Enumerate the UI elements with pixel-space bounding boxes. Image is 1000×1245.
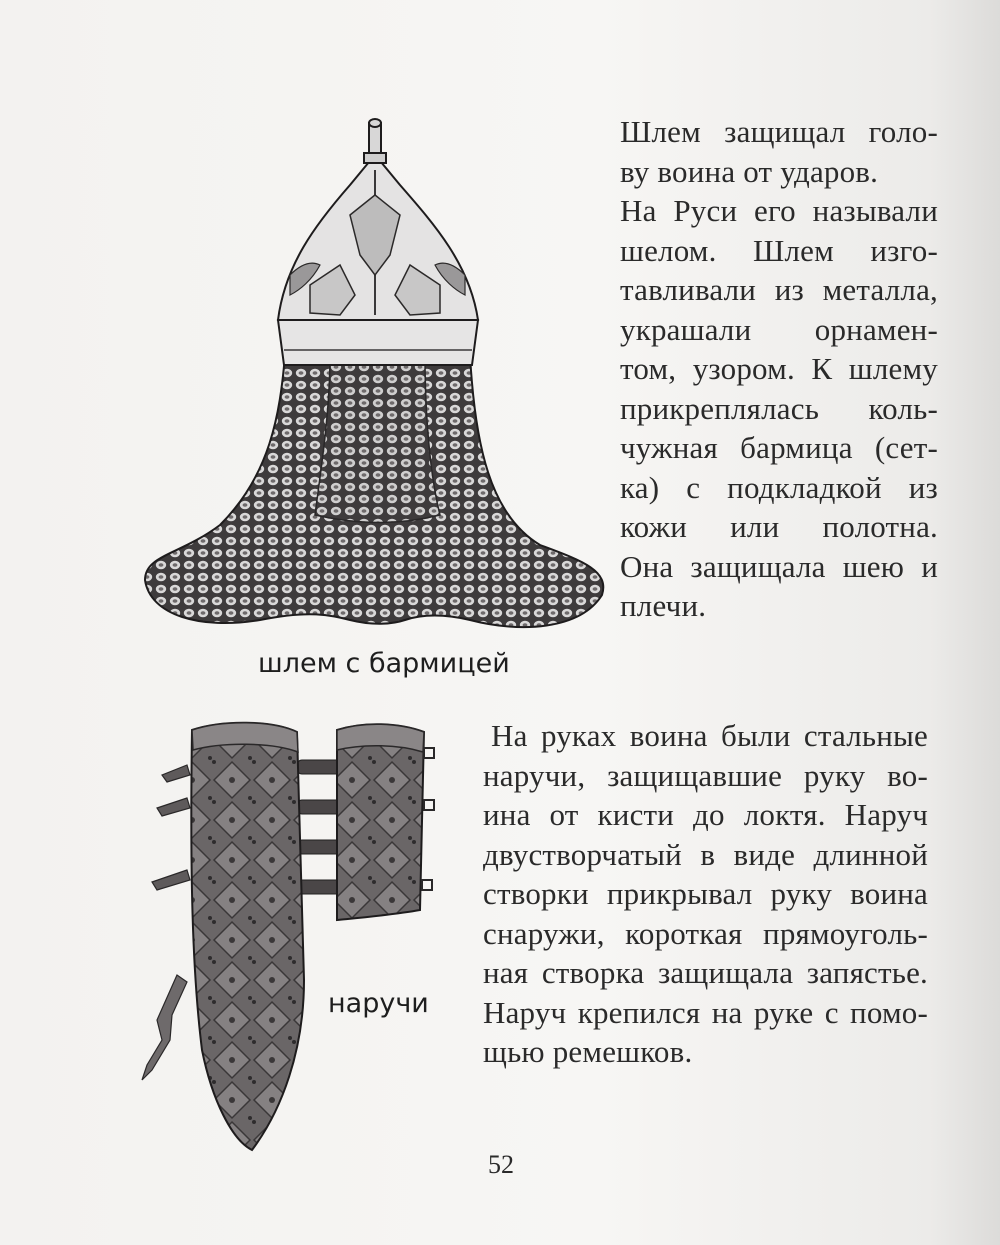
text-line: наручи, защищавшие руку во- — [483, 757, 928, 793]
text-line: кожи или полотна. — [620, 509, 938, 544]
text-line: шелом. Шлем изго- — [620, 232, 938, 268]
page-number: 52 — [488, 1150, 514, 1179]
text-line: Она защищала шею и — [620, 548, 938, 584]
text-line: ная створка защищала запястье. — [483, 955, 928, 990]
text-line: снаружи, короткая прямоуголь- — [483, 915, 928, 951]
helmet-illustration — [140, 115, 610, 635]
text-line: тавливали из металла, — [620, 272, 938, 307]
text-line: прикреплялась коль- — [620, 390, 938, 426]
helmet-caption: шлем с бармицей — [258, 648, 510, 679]
text-line: Наруч крепился на руке с помо- — [483, 994, 928, 1030]
text-line: ву воина от ударов. — [620, 153, 879, 189]
text-line: створки прикрывал руку воина — [483, 876, 928, 911]
text-line: украшали орнамен- — [620, 311, 938, 347]
text-line: ка) с подкладкой из — [620, 469, 938, 505]
text-line: двустворчатый в виде длинной — [483, 836, 928, 872]
bracer-caption: наручи — [328, 988, 429, 1019]
helmet-description — [620, 112, 938, 626]
bracers-illustration — [132, 720, 452, 1160]
bracer-description — [483, 716, 928, 1072]
text-line: плечи. — [620, 588, 707, 623]
text-line: чужная бармица (сет- — [620, 430, 938, 465]
text-line: щью ремешков. — [483, 1034, 693, 1069]
text-line: Шлем защищал голо- — [620, 114, 938, 149]
text-line: На Руси его называли — [620, 193, 938, 228]
text-line: ина от кисти до локтя. Наруч — [483, 797, 928, 832]
text-line: На руках воина были стальные — [491, 718, 928, 753]
text-line: том, узором. К шлему — [620, 351, 938, 386]
